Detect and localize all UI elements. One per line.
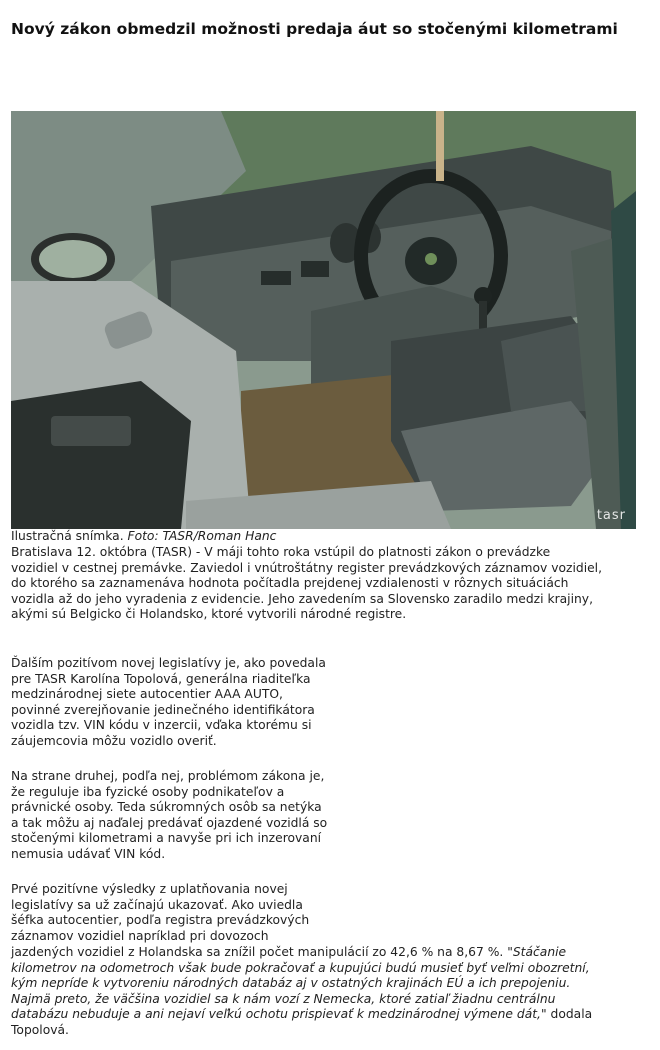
car-interior-image: [11, 111, 636, 529]
quote-line: Najmä preto, že väčšina vozidiel sa k nám vozí z Nemecka, ktoré zatiaľ žiadnu centrálnu: [11, 991, 556, 1006]
paragraph-line: medzinárodnej siete autocentier AAA AUTO,: [11, 687, 283, 702]
paragraph-line: stočenými kilometrami a navyše pri ich inzerovaní: [11, 831, 322, 846]
attribution-name: Topolová.: [11, 1022, 69, 1037]
paragraph-line: právnické osoby. Teda súkromných osôb sa netýka: [11, 800, 322, 815]
paragraph-line: že reguluje iba fyzické osoby podnikateľov a: [11, 784, 285, 799]
quote-end: databázu nebuduje a ani nejaví veľkú ochotu prispievať k medzinárodnej výmene dát,": [11, 1007, 547, 1022]
body-paragraph-3: [11, 882, 371, 944]
body-paragraph-1: [11, 656, 371, 750]
article-title: Nový zákon obmedzil možnosti predaja áut so stočenými kilometrami: [11, 20, 618, 39]
paragraph-line: legislatívy sa už začínajú ukazovať. Ako uviedla: [11, 897, 303, 912]
photo-watermark: tasr: [596, 508, 626, 523]
lead-line: akými sú Belgicko či Holandsko, ktoré vytvorili národné registre.: [11, 607, 407, 622]
paragraph-line: [11, 1007, 660, 1023]
lead-line: Bratislava 12. októbra (TASR) - V máji tohto roka vstúpil do platnosti zákon o prevádzke: [11, 545, 551, 559]
image-caption: [11, 529, 276, 545]
paragraph-line: a tak môžu aj naďalej predávať ojazdené vozidlá so: [11, 815, 328, 830]
lead-line: vozidiel v cestnej premávke. Zaviedol i vnútroštátny register prevádzkových záznamov vozidiel,: [11, 560, 603, 575]
lead-line: vozidla až do jeho vyradenia z evidencie. Jeho zavedením sa Slovensko zaradilo medzi krajiny,: [11, 591, 593, 606]
body-paragraph-3-continued: [11, 945, 660, 1039]
paragraph-line: vozidla tzv. VIN kódu v inzercii, vďaka ktorému si: [11, 718, 312, 733]
attribution-text: dodala: [546, 1007, 593, 1022]
paragraph-line: povinné zverejňovanie jedinečného identifikátora: [11, 702, 315, 717]
paragraph-line: záujemcovia môžu vozidlo overiť.: [11, 733, 217, 748]
paragraph-line: pre TASR Karolína Topolová, generálna riaditeľka: [11, 671, 311, 686]
caption-prefix: Ilustračná snímka.: [11, 529, 128, 543]
paragraph-line: Prvé pozitívne výsledky z uplatňovania novej: [11, 882, 288, 896]
statistic-text: jazdených vozidiel z Holandska sa znížil počet manipulácií zo 42,6 % na 8,67 %.: [11, 945, 508, 959]
caption-credit: Foto: TASR/Roman Hanc: [127, 529, 277, 543]
paragraph-line: nemusia udávať VIN kód.: [11, 846, 166, 861]
body-paragraph-2: [11, 769, 371, 863]
lead-line: do ktorého sa zaznamenáva hodnota počítadla prejdenej vzdialenosti v rôznych situáciách: [11, 576, 569, 591]
paragraph-line: šéfka autocentier, podľa registra prevádzkových: [11, 913, 310, 928]
paragraph-line: Ďalším pozitívom novej legislatívy je, ako povedala: [11, 656, 326, 670]
paragraph-line: Na strane druhej, podľa nej, problémom zákona je,: [11, 769, 325, 783]
lead-paragraph: [11, 545, 660, 623]
quote-start: "Stáčanie: [507, 945, 567, 959]
paragraph-line: [11, 945, 660, 961]
article-photo: [11, 111, 636, 529]
paragraph-line: záznamov vozidiel napríklad pri dovozoch: [11, 928, 269, 943]
quote-line: kým nepríde k vytvoreniu národných databáz aj v ostatných krajinách EÚ a ich prepojeniu.: [11, 976, 571, 991]
quote-line: kilometrov na odometroch však bude pokračovať a kupujúci budú musieť byť veľmi obozretní,: [11, 960, 590, 975]
